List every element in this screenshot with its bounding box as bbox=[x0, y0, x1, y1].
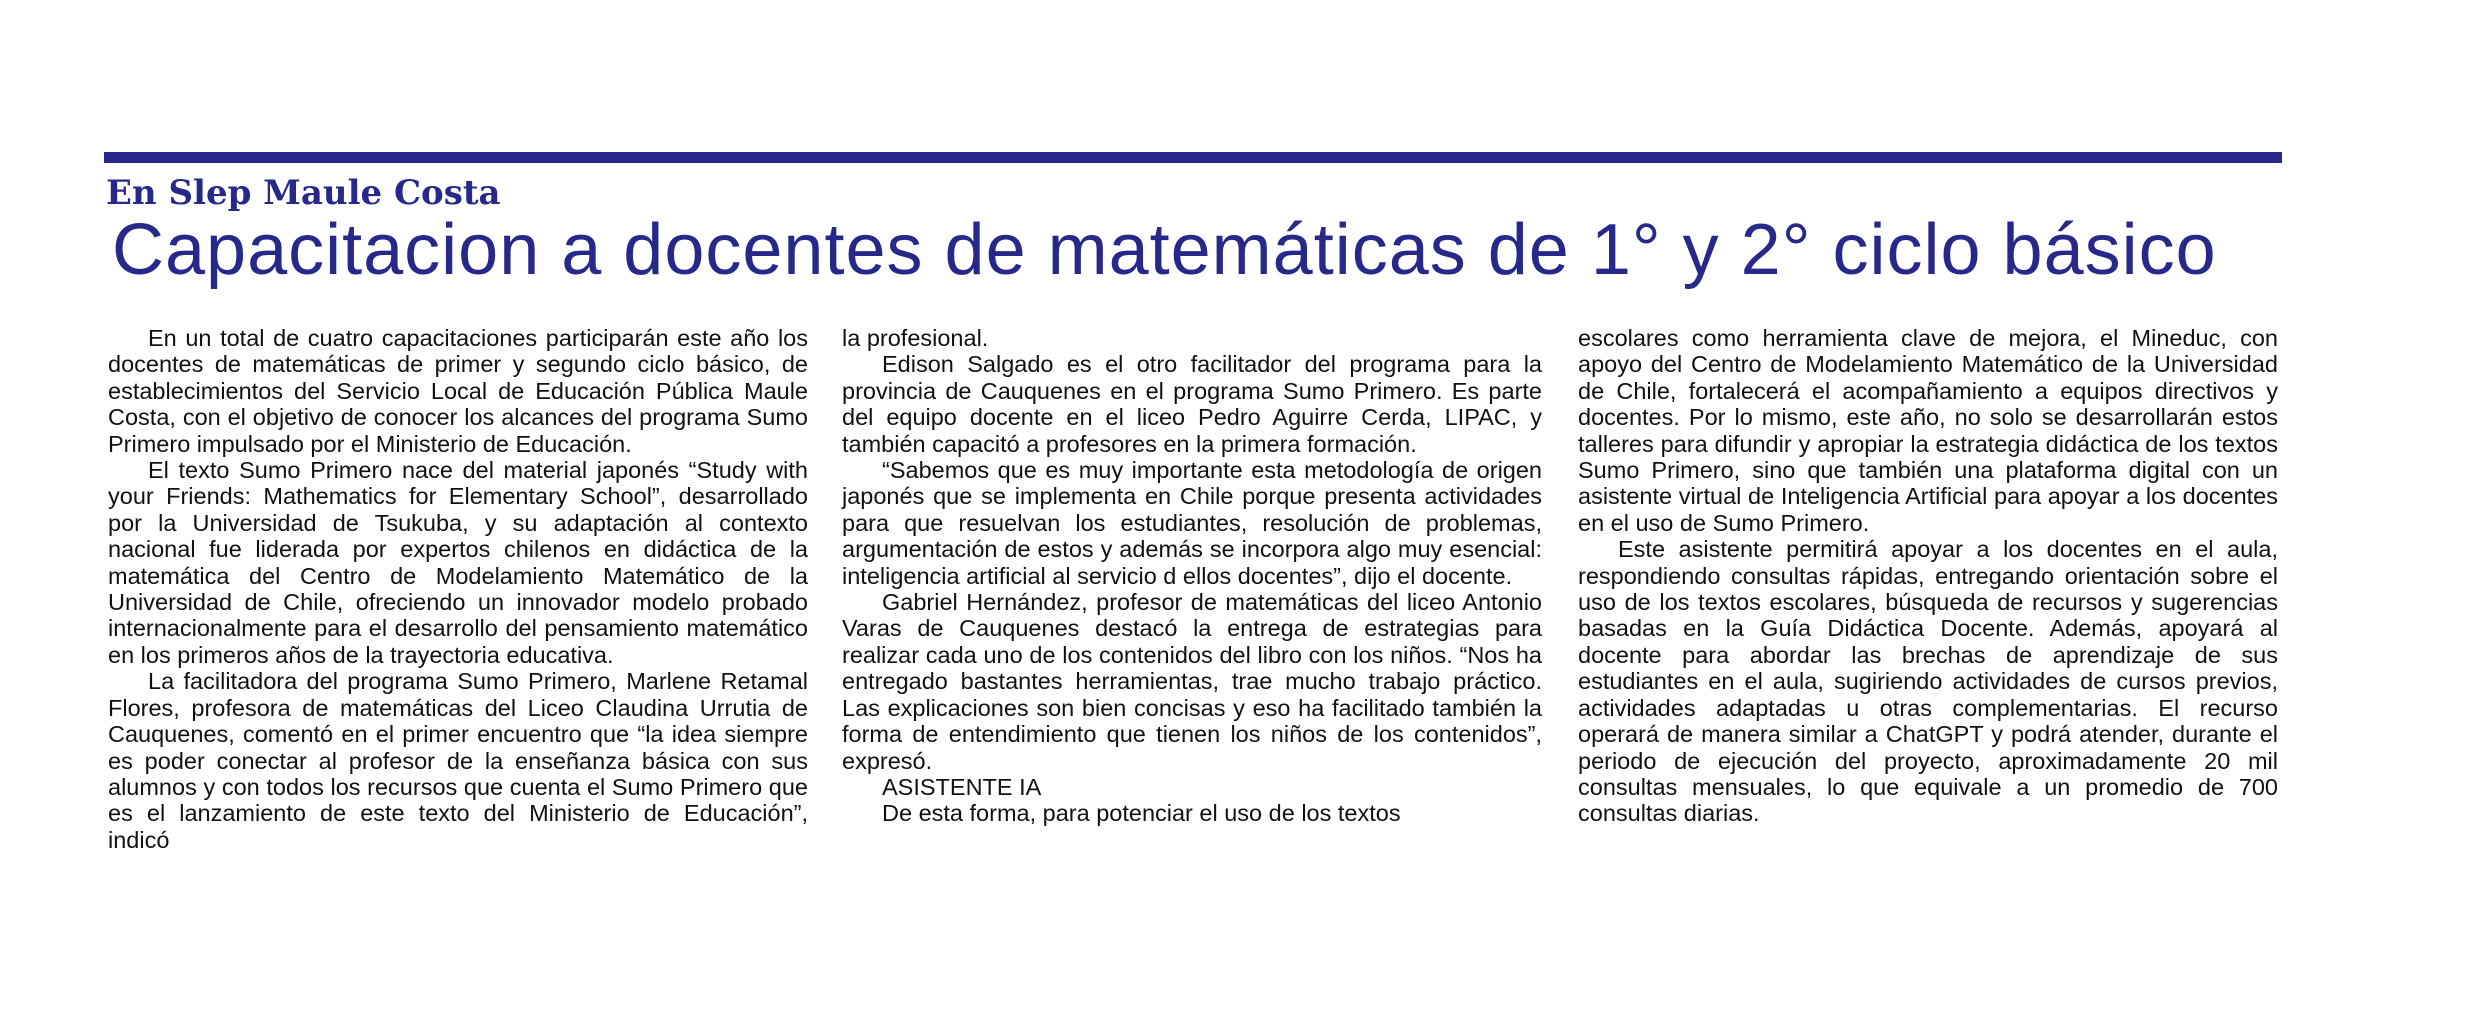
section-kicker: En Slep Maule Costa bbox=[106, 173, 501, 213]
article-column-2 bbox=[842, 325, 1542, 827]
article-column-1 bbox=[108, 325, 808, 853]
header-rule bbox=[104, 152, 2282, 163]
paragraph: El texto Sumo Primero nace del material japonés “Study with your Friends: Mathematics for Elementary School”, desarrollado por la Universidad de Tsukuba, y su adaptación al contexto nacional fue liderada por expertos chilenos en didáctica de la matemática del Centro de Modelamiento Matemático de la Universidad de Chile, ofreciendo un innovador modelo probado internacionalmente para el desarrollo del pensamiento matemático en los primeros años de la trayectoria educativa. bbox=[108, 457, 808, 668]
paragraph: “Sabemos que es muy importante esta metodología de origen japonés que se implementa en Chile porque presenta actividades para que resuelvan los estudiantes, resolución de problemas, argumentación de estos y además se incorpora algo muy esencial: inteligencia artificial al servicio d ellos docentes”, dijo el docente. bbox=[842, 457, 1542, 589]
paragraph: Este asistente permitirá apoyar a los docentes en el aula, respondiendo consultas rápidas, entregando orientación sobre el uso de los textos escolares, búsqueda de recursos y sugerencias basadas en la Guía Didáctica Docente. Además, apoyará al docente para abordar las brechas de aprendizaje de sus estudiantes en el aula, sugiriendo actividades de cursos previos, actividades adaptadas u otras complementarias. El recurso operará de manera similar a ChatGPT y podrá atender, durante el periodo de ejecución del proyecto, aproximadamente 20 mil consultas mensuales, lo que equivale a un promedio de 700 consultas diarias. bbox=[1578, 536, 2278, 827]
article-headline: Capacitacion a docentes de matemáticas de 1° y 2° ciclo básico bbox=[112, 210, 2217, 290]
subheading: ASISTENTE IA bbox=[882, 773, 1042, 800]
paragraph: De esta forma, para potenciar el uso de los textos bbox=[882, 800, 1401, 827]
article-column-3 bbox=[1578, 325, 2278, 827]
paragraph: la profesional. bbox=[842, 325, 989, 351]
paragraph: escolares como herramienta clave de mejora, el Mineduc, con apoyo del Centro de Modelamiento Matemático de la Universidad de Chile, fortalecerá el acompañamiento a equipos directivos y docentes. Por lo mismo, este año, no solo se desarrollarán estos talleres para difundir y apropiar la estrategia didáctica de los textos Sumo Primero, sino que también una plataforma digital con un asistente virtual de Inteligencia Artificial para apoyar a los docentes en el uso de Sumo Primero. bbox=[1578, 325, 2278, 536]
paragraph: En un total de cuatro capacitaciones participarán este año los docentes de matemáticas de primer y segundo ciclo básico, de establecimientos del Servicio Local de Educación Pública Maule Costa, con el objetivo de conocer los alcances del programa Sumo Primero impulsado por el Ministerio de Educación. bbox=[108, 325, 808, 457]
paragraph: La facilitadora del programa Sumo Primero, Marlene Retamal Flores, profesora de matemáticas del Liceo Claudina Urrutia de Cauquenes, comentó en el primer encuentro que “la idea siempre es poder conectar al profesor de la enseñanza básica con sus alumnos y con todos los recursos que cuenta el Sumo Primero que es el lanzamiento de este texto del Ministerio de Educación”, indicó bbox=[108, 668, 808, 853]
paragraph: Edison Salgado es el otro facilitador del programa para la provincia de Cauquenes en el programa Sumo Primero. Es parte del equipo docente en el liceo Pedro Aguirre Cerda, LIPAC, y también capacitó a profesores en la primera formación. bbox=[842, 351, 1542, 457]
paragraph: Gabriel Hernández, profesor de matemáticas del liceo Antonio Varas de Cauquenes destacó la entrega de estrategias para realizar cada uno de los contenidos del libro con los niños. “Nos ha entregado bastantes herramientas, trae mucho trabajo práctico. Las explicaciones son bien concisas y eso ha facilitado también la forma de entendimiento que tienen los niños de los contenidos”, expresó. bbox=[842, 589, 1542, 774]
